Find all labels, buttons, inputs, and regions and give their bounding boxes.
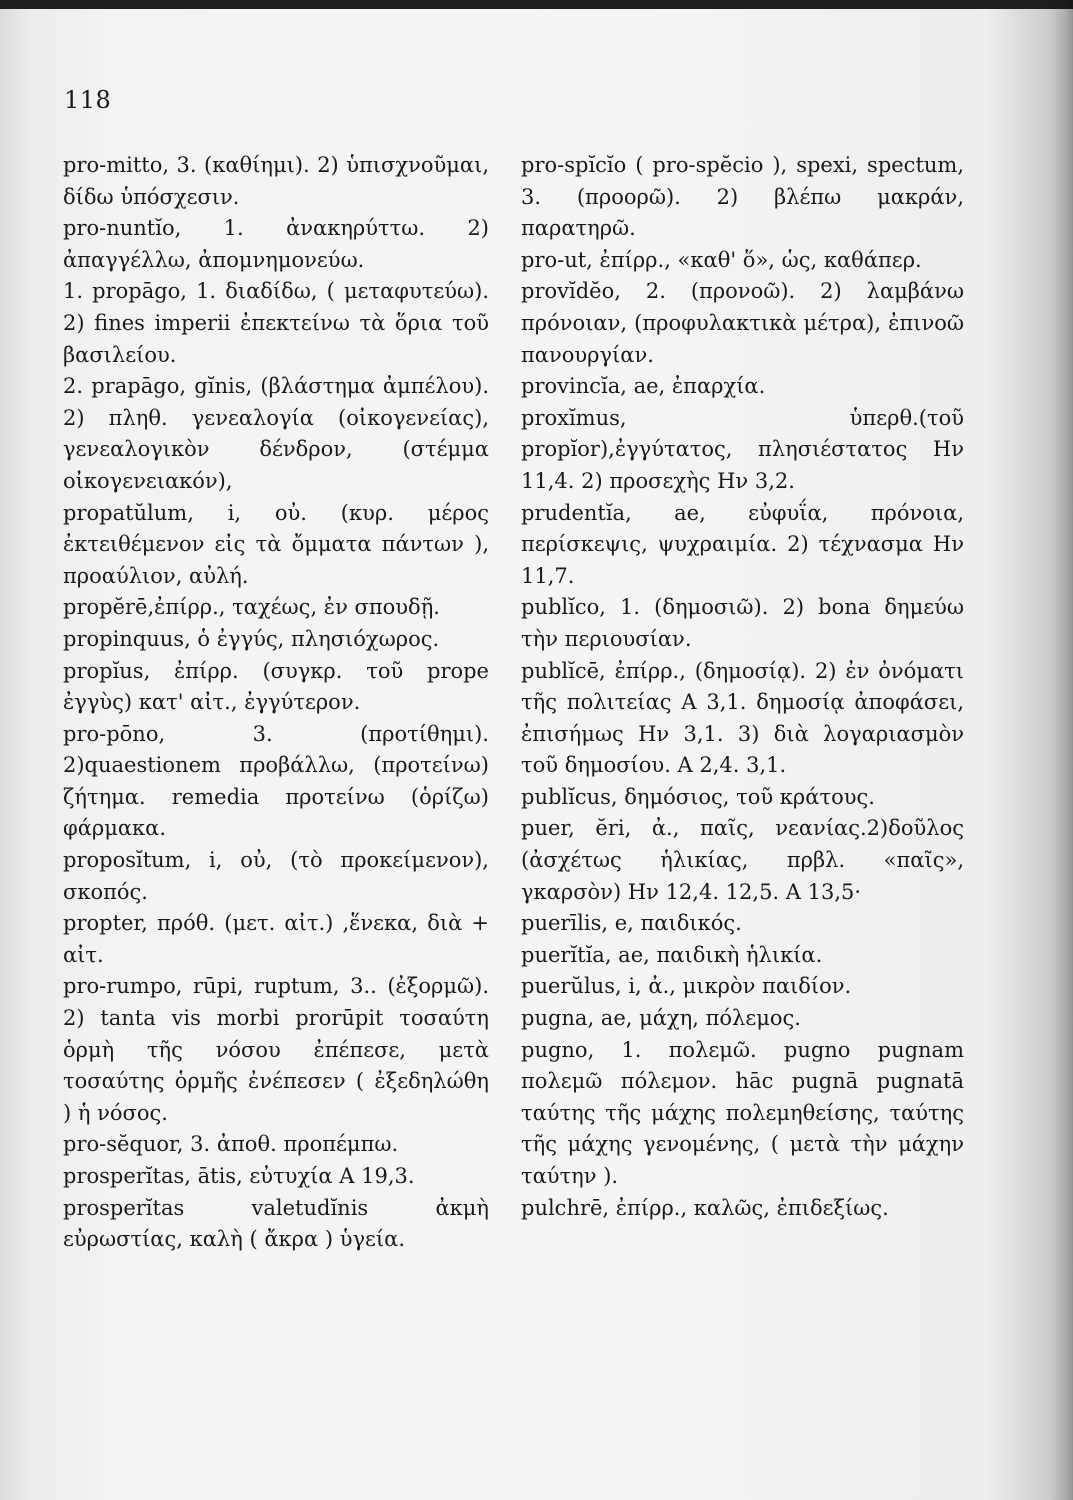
dictionary-entry: propĭus, ἐπίρρ. (συγκρ. τοῦ prope ἐγγὺς) κατ' αἰτ., ἐγγύτερον. bbox=[63, 658, 489, 715]
dictionary-entry: 2. prapāgo, gĭnis, (βλάστημα ἀμπέλου). 2) πληθ. γενεαλογία (οἰκογενείας), γενεαλογικὸν δένδρον, (στέμμα οἰκογενειακόν), bbox=[63, 374, 489, 493]
dictionary-entry: propatŭlum, i, οὐ. (κυρ. μέρος ἐκτειθέμενον εἰς τὰ ὄμματα πάντων ), προαύλιον, αὐλή. bbox=[63, 500, 489, 588]
dictionary-entry: prosperĭtas, ātis, εὐτυχία Α 19,3. bbox=[63, 1164, 415, 1188]
dictionary-entry: pro-pōno, 3. (προτίθημι). 2)quaestionem προβάλλω, (προτείνω) ζήτημα. remedia προτείνω (ὁρίζω) φάρμακα. bbox=[63, 721, 489, 841]
dictionary-entry: publĭcē, ἐπίρρ., (δημοσίᾳ). 2) ἐν ὀνόματι τῆς πολιτείας Α 3,1. δημοσίᾳ ἀποφάσει, ἐπισήμως Ην 3,1. 3) διὰ λογαριασμὸν τοῦ δημοσίου. Α 2,4. 3,1. bbox=[521, 658, 964, 778]
scan-top-border bbox=[0, 0, 1073, 9]
dictionary-entry: pro-nuntĭo, 1. ἀνακηρύττω. 2) ἀπαγγέλλω, ἀπομνημονεύω. bbox=[63, 216, 489, 272]
dictionary-entry: prudentĭa, ae, εὐφυΐα, πρόνοια, περίσκεψις, ψυχραιμία. 2) τέχνασμα Ην 11,7. bbox=[521, 500, 964, 588]
dictionary-entry: propter, πρόθ. (μετ. αἰτ.) ,ἕνεκα, διὰ + αἰτ. bbox=[63, 911, 489, 967]
dictionary-entry: pugno, 1. πολεμῶ. pugno pugnam πολεμῶ πόλεμον. hāc pugnā pugnatā ταύτης τῆς μάχης πολεμηθείσης, ταύτης τῆς μάχης γενομένης, ( μετὰ τὴν μάχην ταύτην ). bbox=[521, 1037, 964, 1188]
dictionary-entry: pro-rumpo, rūpi, ruptum, 3.. (ἐξορμῶ). 2) tanta vis morbi prorūpit τοσαύτη ὁρμὴ τῆς νόσου ἐπέπεσε, μετὰ τοσαύτης ὁρμῆς ἐνέπεσεν ( ἐξεδηλώθη ) ἡ νόσος. bbox=[63, 974, 489, 1125]
dictionary-entry: puer, ĕri, ἀ., παῖς, νεανίας.2)δοῦλος (ἀσχέτως ἡλικίας, πρβλ. «παῖς», γκαρσὸν) Ην 12,4. 12,5. Α 13,5· bbox=[521, 816, 964, 904]
dictionary-entry: pro-spĭcĭo ( pro-spĕcio ), spexi, spectum, 3. (προορῶ). 2) βλέπω μακράν, παρατηρῶ. bbox=[521, 153, 964, 241]
dictionary-entry: publĭcus, δημόσιος, τοῦ κράτους. bbox=[521, 784, 875, 809]
dictionary-entry: pro-ut, ἐπίρρ., «καθ' ὅ», ὡς, καθάπερ. bbox=[521, 247, 922, 272]
dictionary-entry: proposĭtum, i, οὐ, (τὸ προκείμενον), σκοπός. bbox=[63, 848, 489, 904]
dictionary-entry: pulchrē, ἐπίρρ., καλῶς, ἐπιδεξίως. bbox=[521, 1195, 889, 1220]
right-column bbox=[521, 150, 964, 1224]
scan-right-shadow bbox=[1051, 0, 1073, 1500]
dictionary-entry: proxĭmus, ὑπερθ.(τοῦ propĭor),ἐγγύτατος, πλησιέστατος Ην 11,4. 2) προσεχὴς Ην 3,2. bbox=[521, 405, 964, 493]
dictionary-entry: pro-sĕquor, 3. ἀποθ. προπέμπω. bbox=[63, 1132, 399, 1157]
left-column bbox=[63, 150, 489, 1256]
dictionary-entry: puerŭlus, i, ἀ., μικρὸν παιδίον. bbox=[521, 974, 852, 999]
dictionary-entry: propinquus, ὁ ἐγγύς, πλησιόχωρος. bbox=[63, 626, 440, 651]
dictionary-entry: propĕrē,ἐπίρρ., ταχέως, ἐν σπουδῇ. bbox=[63, 595, 440, 620]
dictionary-entry: publĭco, 1. (δημοσιῶ). 2) bona δημεύω τὴν περιουσίαν. bbox=[521, 595, 964, 651]
dictionary-entry: pro-mitto, 3. (καθίημι). 2) ὑπισχνοῦμαι, δίδω ὑπόσχεσιν. bbox=[63, 153, 489, 209]
dictionary-entry: provincĭa, ae, ἐπαρχία. bbox=[521, 374, 766, 399]
dictionary-entry: puerĭtĭa, ae, παιδικὴ ἡλικία. bbox=[521, 942, 823, 967]
dictionary-entry: 1. propāgo, 1. διαδίδω, ( μεταφυτεύω). 2) fines imperii ἐπεκτείνω τὰ ὅρια τοῦ βασιλείου. bbox=[63, 279, 489, 367]
dictionary-entry: prosperĭtas valetudĭnis ἀκμὴ εὐρωστίας, καλὴ ( ἄκρα ) ὑγεία. bbox=[63, 1195, 489, 1252]
dictionary-entry: puerīlis, e, παιδικός. bbox=[521, 911, 742, 936]
dictionary-entry: provĭdĕo, 2. (προνοῶ). 2) λαμβάνω πρόνοιαν, (προφυλακτικὰ μέτρα), ἐπινοῶ πανουργίαν. bbox=[521, 279, 964, 367]
dictionary-entry: pugna, ae, μάχη, πόλεμος. bbox=[521, 1006, 801, 1031]
page-number: 118 bbox=[64, 86, 112, 114]
